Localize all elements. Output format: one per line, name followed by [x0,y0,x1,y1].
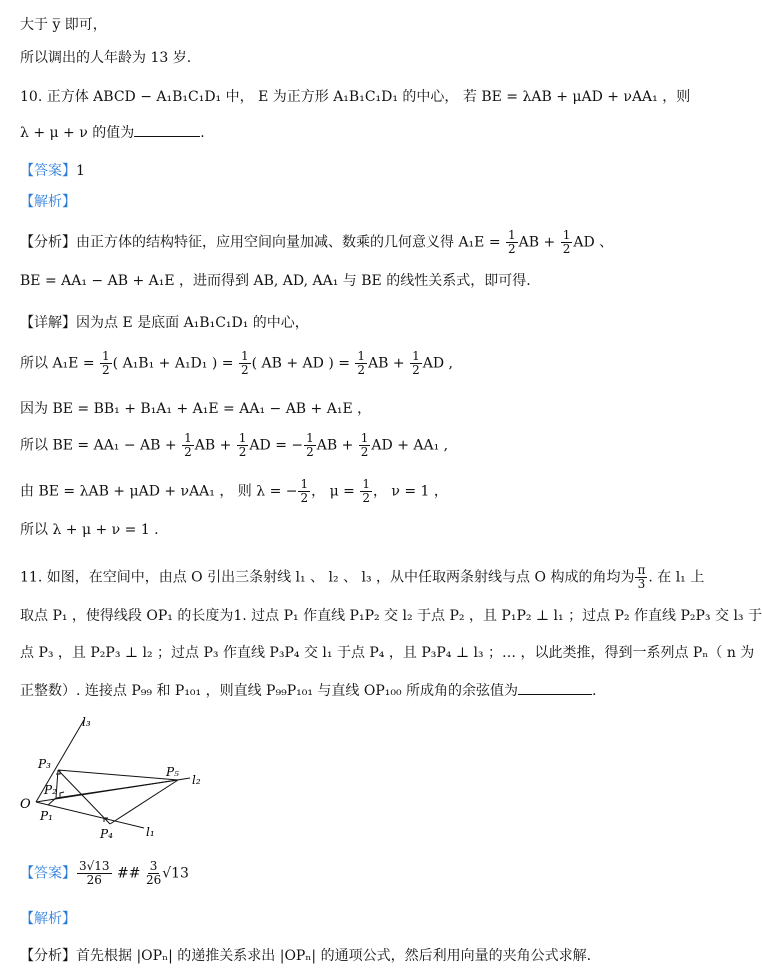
answer-blank [518,680,592,695]
text-line: 大于 y̅ 即可， [20,17,107,33]
label-P3: P₃ [38,757,51,771]
segment-p3p5 [58,770,178,780]
detail-text: 由 BE = λAB + μAD + νAA₁ ， 则 λ = − [20,483,298,500]
answer-value: 1 [76,163,85,179]
fenxi-text: 由正方体的结构特征，应用空间向量加减、数乘的几何意义得 A₁E = [76,234,506,251]
detail-text: AD + AA₁ , [371,437,449,454]
answer-blank [134,122,200,137]
question-11-line-1 [20,564,704,591]
detail-line-6: 所以 λ + μ + ν = 1 . [20,522,159,538]
fraction: $\frac{1}{2}$ [508,228,516,256]
label-P4: P₄ [100,827,113,841]
question-11-line-2: 取点 P₁ ，使得线段 OP₁ 的长度为1. 过点 P₁ 作直线 P₁P₂ 交 l₂ 于点 P₂ ，且 P₁P₂ ⊥ l₁ ；过点 P₂ 作直线 P₂P₃ 交 l₃ 于 [20,608,762,624]
analysis-tag: 【解析】 [20,194,76,210]
detail-text: ( A₁B₁ + A₁D₁ ) = [112,355,238,372]
geometry-figure [18,712,218,842]
question-text: λ + μ + ν 的值为 [20,125,135,141]
question-10-line-1: 10. 正方体 ABCD − A₁B₁C₁D₁ 中， E 为正方形 A₁B₁C₁D₁ 的中心， 若 BE = λAB + μAD + νAA₁ ，则 [20,89,691,105]
answer-fraction: $\frac{3√13}{26}$ [79,859,110,887]
answer-line [20,160,85,182]
detail-text: AD = − [249,437,304,454]
detail-text: AB + [316,437,358,454]
question-text: 正整数）. 连接点 P₉₉ 和 P₁₀₁ ，则直线 P₉₉P₁₀₁ 与直线 OP₁₀₀ 所成角的余弦值为 [20,683,519,699]
label-P2: P₂ [44,783,57,797]
fenxi-text: 首先根据 |OPₙ| 的递推关系求出 |OPₙ| 的通项公式，然后利用向量的夹角公式求解. [76,948,592,964]
label-P1: P₁ [40,809,53,823]
answer-tail: √13 [162,865,189,882]
fraction: $\frac{1}{2}$ [357,349,366,377]
detail-text: 因为点 E 是底面 A₁B₁C₁D₁ 的中心， [76,315,309,331]
label-l3: l₃ [82,715,91,729]
fraction: $\frac{1}{2}$ [184,431,192,459]
fraction: $\frac{1}{2}$ [102,349,110,377]
fraction: $\frac{1}{2}$ [306,431,314,459]
detail-text: AD , [422,355,453,372]
detail-tag: 【详解】 [20,315,76,331]
detail-line-1 [20,312,309,334]
question-10-line-2: λ + μ + ν 的值为 . [20,122,205,144]
fraction: $\frac{1}{2}$ [300,477,309,505]
answer-tag: 【答案】 [20,865,76,882]
fenxi-text: AB + [518,234,560,251]
answer-tag: 【答案】 [20,163,76,179]
fenxi-tag: 【分析】 [20,948,76,964]
text-line: 所以调出的人年龄为 13 岁. [20,50,192,66]
fraction: $\frac{1}{2}$ [238,431,247,459]
segment-p4p5 [110,780,178,824]
detail-line-2 [20,350,453,377]
fraction: $\frac{1}{2}$ [360,431,369,459]
fraction: $\frac{1}{2}$ [412,349,420,377]
detail-text: 所以 A₁E = [20,355,100,372]
question-11-line-3: 点 P₃ ，且 P₂P₃ ⊥ l₂ ；过点 P₃ 作直线 P₃P₄ 交 l₁ 于点 P₄ ，且 P₃P₄ ⊥ l₃ ；… ，以此类推，得到一系列点 Pₙ（ n 为 [20,645,755,661]
question-text: 11. 如图，在空间中，由点 O 引出三条射线 l₁ 、 l₂ 、 l₃ ，从中任取两条射线与点 O 构成的角均为 [20,569,635,586]
detail-line-3: 因为 BE = BB₁ + B₁A₁ + A₁E = AA₁ − AB + A₁E ， [20,401,372,417]
q11-answer-line [20,860,189,887]
fraction: $\frac{1}{2}$ [240,349,249,377]
detail-text: AB + [368,355,410,372]
q11-fenxi-line [20,945,591,967]
detail-text: 所以 BE = AA₁ − AB + [20,437,182,454]
analysis-tag-line [20,908,76,930]
label-P5: P₅ [166,765,179,779]
answer-separator: ## [112,865,145,882]
detail-line-5 [20,478,448,505]
detail-text: AB + [194,437,236,454]
analysis-tag-line [20,191,76,213]
fenxi-line-1 [20,229,613,256]
analysis-tag: 【解析】 [20,911,76,927]
segment-p2p5 [56,780,178,798]
fenxi-text: AD 、 [573,234,614,251]
label-O: O [20,797,31,812]
fraction: $\frac{1}{2}$ [362,477,370,505]
fenxi-tag: 【分析】 [20,234,76,251]
detail-text: ， μ = [311,483,360,500]
label-l2: l₂ [192,773,201,787]
label-l1: l₁ [146,825,155,839]
fraction: $\frac{\pi}{3}$ [637,563,646,591]
fenxi-line-2: BE = AA₁ − AB + A₁E ，进而得到 AB, AD, AA₁ 与 BE 的线性关系式，即可得. [20,273,531,289]
detail-text: ， ν = 1 ， [372,483,448,500]
right-angle-mark [60,792,64,797]
detail-text: ( AB + AD ) = [251,355,355,372]
question-text: . 在 l₁ 上 [648,569,705,586]
detail-line-4 [20,432,448,459]
answer-fraction: $\frac{3}{26}$ [145,859,162,887]
fraction: $\frac{1}{2}$ [562,228,571,256]
question-11-line-4: 正整数）. 连接点 P₉₉ 和 P₁₀₁ ，则直线 P₉₉P₁₀₁ 与直线 OP₁₀₀ 所成角的余弦值为 . [20,680,597,702]
